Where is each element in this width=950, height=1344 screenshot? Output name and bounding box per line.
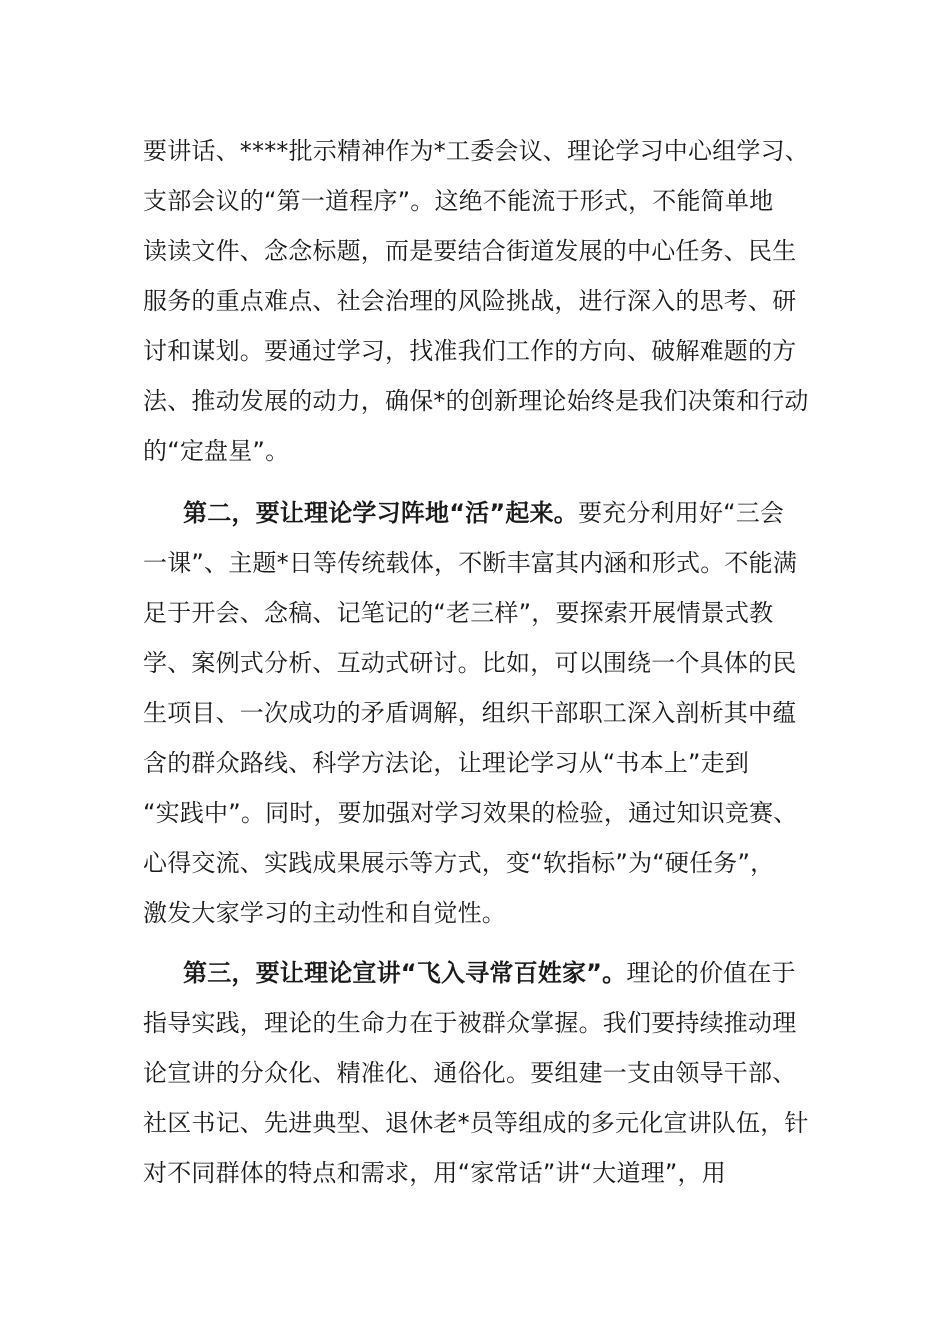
paragraph-line: 心得交流、实践成果展示等方式，变“软指标”为“硬任务”，	[143, 849, 775, 877]
paragraph-line: 讨和谋划。要通过学习，找准我们工作的方向、破解难题的方	[143, 337, 797, 365]
paragraph-line: 论宣讲的分众化、精准化、通俗化。要组建一支由领导干部、	[143, 1059, 797, 1087]
paragraph-first-line	[183, 948, 823, 998]
paragraph-line: 读读文件、念念标题，而是要结合街道发展的中心任务、民生	[143, 237, 797, 265]
paragraph-line: 服务的重点难点、社会治理的风险挑战，进行深入的思考、研	[143, 287, 797, 315]
section-heading-second: 第二，要让理论学习阵地“活”起来。	[183, 499, 578, 527]
section-heading-third: 第三，要让理论宣讲“飞入寻常百姓家”。	[183, 959, 627, 987]
paragraph-first-line	[183, 488, 823, 538]
paragraph-line: 生项目、一次成功的矛盾调解，组织干部职工深入剖析其中蕴	[143, 699, 797, 727]
paragraph-text: 理论的价值在于	[626, 959, 796, 987]
paragraph-line: 对不同群体的特点和需求，用“家常话”讲“大道理”，用	[143, 1159, 726, 1187]
paragraph-text: 要充分利用好“三会	[577, 499, 785, 527]
paragraph-line: 一课”、主题*日等传统载体，不断丰富其内涵和形式。不能满	[143, 549, 798, 577]
paragraph-line: 要讲话、****批示精神作为*工委会议、理论学习中心组学习、	[143, 137, 809, 165]
paragraph-line: 足于开会、念稿、记笔记的“老三样”，要探索开展情景式教	[143, 599, 774, 627]
paragraph-line: 支部会议的“第一道程序”。这绝不能流于形式，不能简单地	[143, 187, 774, 215]
paragraph-line: 激发大家学习的主动性和自觉性。	[143, 899, 506, 927]
paragraph-line: 指导实践，理论的生命力在于被群众掌握。我们要持续推动理	[143, 1009, 797, 1037]
paragraph-line: 社区书记、先进典型、退休老*员等组成的多元化宣讲队伍，针	[143, 1109, 809, 1137]
paragraph-line: 含的群众路线、科学方法论，让理论学习从“书本上”走到	[143, 749, 750, 777]
paragraph-line: 的“定盘星”。	[143, 437, 290, 465]
paragraph-line: 学、案例式分析、互动式研讨。比如，可以围绕一个具体的民	[143, 649, 797, 677]
paragraph-line: “实践中”。同时，要加强对学习效果的检验，通过知识竞赛、	[143, 799, 798, 827]
paragraph-line: 法、推动发展的动力，确保*的创新理论始终是我们决策和行动	[143, 387, 809, 415]
